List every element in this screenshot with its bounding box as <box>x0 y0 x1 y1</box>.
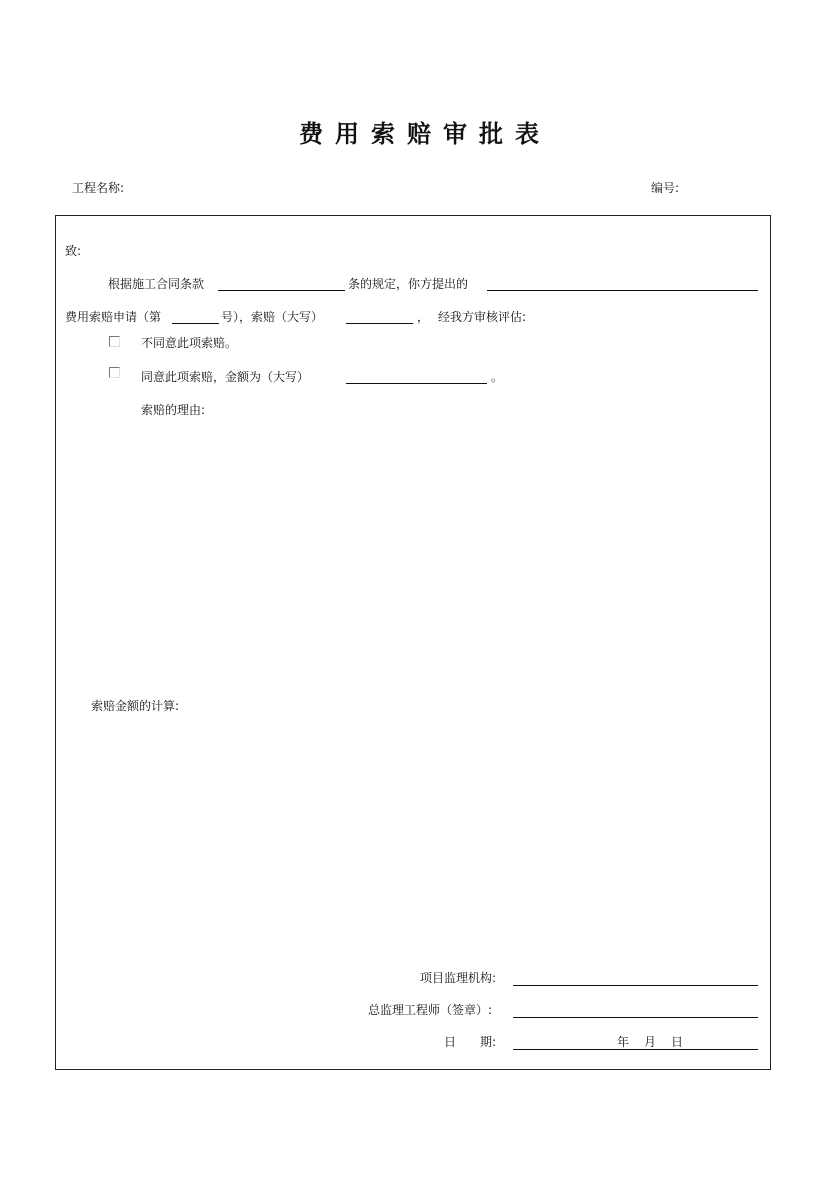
calculation-label: 索赔金额的计算: <box>91 699 180 713</box>
date-field[interactable] <box>513 1049 758 1050</box>
reason-label: 索赔的理由: <box>141 403 206 417</box>
chief-engineer-field[interactable] <box>513 1017 758 1018</box>
claim-amount-text: 号），索赔（大写） <box>221 310 324 324</box>
claim-amount-field[interactable] <box>346 323 413 324</box>
month-label: 月 <box>644 1035 657 1049</box>
day-label: 日 <box>671 1035 684 1049</box>
agree-checkbox[interactable] <box>109 367 120 378</box>
to-label: 致: <box>65 244 82 258</box>
claim-subject-field[interactable] <box>487 290 758 291</box>
year-label: 年 <box>617 1035 630 1049</box>
form-title: 费用索赔审批表 <box>299 119 551 148</box>
supervision-org-label: 项目监理机构: <box>420 971 497 985</box>
project-name-label: 工程名称: <box>72 181 125 195</box>
comma-text: ， <box>417 310 430 324</box>
claim-application-text: 费用索赔申请（第 <box>65 310 162 324</box>
chief-engineer-label: 总监理工程师（签章）: <box>368 1003 493 1017</box>
clause-rule-text: 条的规定，你方提出的 <box>348 277 469 291</box>
supervision-org-field[interactable] <box>513 985 758 986</box>
contract-clause-text: 根据施工合同条款 <box>108 277 205 291</box>
period-text: 。 <box>491 370 504 384</box>
approved-amount-field[interactable] <box>346 383 487 384</box>
agree-option-label: 同意此项索赔，金额为（大写） <box>141 370 310 384</box>
number-label: 编号: <box>651 181 680 195</box>
review-text: 经我方审核评估: <box>438 310 527 324</box>
application-number-field[interactable] <box>172 323 219 324</box>
disagree-checkbox[interactable] <box>109 336 120 347</box>
date-label: 日 期: <box>444 1035 497 1049</box>
disagree-option-label: 不同意此项索赔。 <box>141 336 238 350</box>
clause-number-field[interactable] <box>218 290 345 291</box>
